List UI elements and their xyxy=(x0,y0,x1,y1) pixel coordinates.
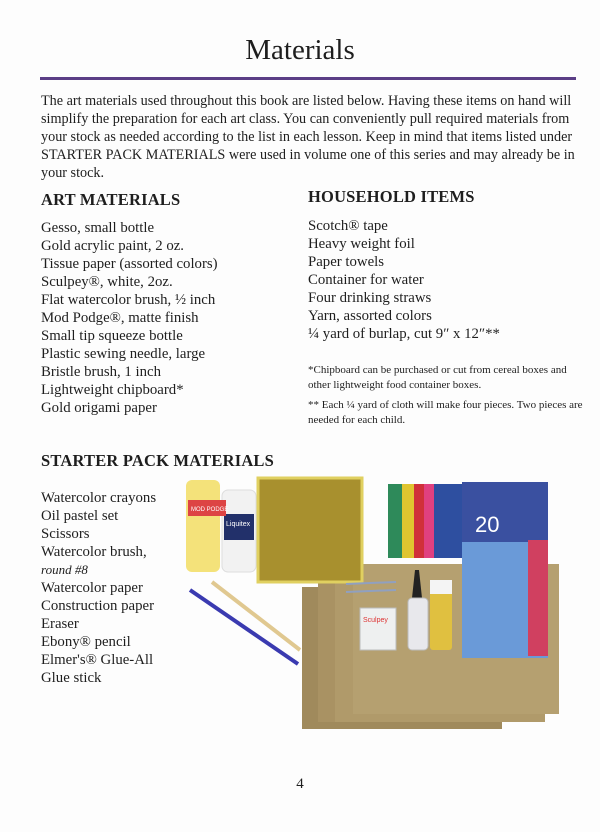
list-item: Paper towels xyxy=(308,254,385,270)
list-item: Yarn, assorted colors xyxy=(308,308,432,324)
list-item: Gold acrylic paint, 2 oz. xyxy=(41,238,184,254)
liquitex-label: Liquitex xyxy=(226,521,251,528)
list-item: Scotch® tape xyxy=(308,218,388,234)
list-item: Scissors xyxy=(41,526,90,542)
list-item: Mod Podge®, matte finish xyxy=(41,310,199,326)
list-item: Glue stick xyxy=(41,670,102,686)
list-item: Four drinking straws xyxy=(308,290,432,306)
tissue-count-label: 20 xyxy=(475,512,500,537)
starter-pack-heading: STARTER PACK MATERIALS xyxy=(41,451,275,470)
footnote-chipboard: *Chipboard can be purchased or cut from cereal boxes and other lightweight food container boxes. xyxy=(308,364,567,391)
mod-podge-label: MOD PODGE xyxy=(191,507,229,513)
list-item: Eraser xyxy=(41,616,79,632)
list-item: Flat watercolor brush, ½ inch xyxy=(41,292,216,308)
art-materials-heading: ART MATERIALS xyxy=(41,190,181,209)
gold-origami-paper xyxy=(258,478,362,582)
list-item: Watercolor paper xyxy=(41,580,143,596)
list-item: Lightweight chipboard* xyxy=(41,382,184,398)
household-items-heading: HOUSEHOLD ITEMS xyxy=(308,187,475,206)
paint-brushes xyxy=(190,582,300,664)
sculpey-clay xyxy=(360,608,396,650)
list-item: Construction paper xyxy=(41,598,155,614)
list-item: Watercolor crayons xyxy=(41,490,157,506)
list-item: Container for water xyxy=(308,272,424,288)
list-item: Gold origami paper xyxy=(41,400,157,416)
list-item: Heavy weight foil xyxy=(308,236,415,252)
sculpey-label: Sculpey xyxy=(363,617,388,624)
list-item: ¼ yard of burlap, cut 9″ x 12″** xyxy=(308,326,500,342)
list-item: Watercolor brush, xyxy=(41,544,147,560)
list-item: round #8 xyxy=(41,562,88,577)
page-title: Materials xyxy=(245,34,355,66)
art-materials-list xyxy=(41,219,218,417)
list-item: Sculpey®, white, 2oz. xyxy=(41,274,173,290)
gesso-bottle xyxy=(222,490,256,572)
list-item: Bristle brush, 1 inch xyxy=(41,364,162,380)
list-item: Tissue paper (assorted colors) xyxy=(41,256,218,272)
title-divider xyxy=(40,77,576,80)
list-item: Ebony® pencil xyxy=(41,634,131,650)
list-item: Small tip squeeze bottle xyxy=(41,328,183,344)
list-item: Oil pastel set xyxy=(41,508,119,524)
intro-paragraph: The art materials used throughout this book are listed below. Having these items on hand will simplify the preparation for each art class. You can conveniently pull required materials from your stock as needed according to the list in each lesson. Keep in mind that items listed under STARTER PACK MATERIALS were used in volume one of this series and may already be in your stock. xyxy=(41,93,575,181)
gold-paint-bottle xyxy=(430,580,452,650)
materials-photo xyxy=(170,470,570,732)
footnote-cloth: ** Each ¼ yard of cloth will make four pieces. Two pieces are needed for each child. xyxy=(308,399,583,426)
list-item: Gesso, small bottle xyxy=(41,220,155,236)
household-items-list xyxy=(308,217,500,343)
list-item: Plastic sewing needle, large xyxy=(41,346,206,362)
page-number: 4 xyxy=(296,776,304,792)
starter-pack-list xyxy=(41,489,156,687)
list-item: Elmer's® Glue-All xyxy=(41,652,154,668)
